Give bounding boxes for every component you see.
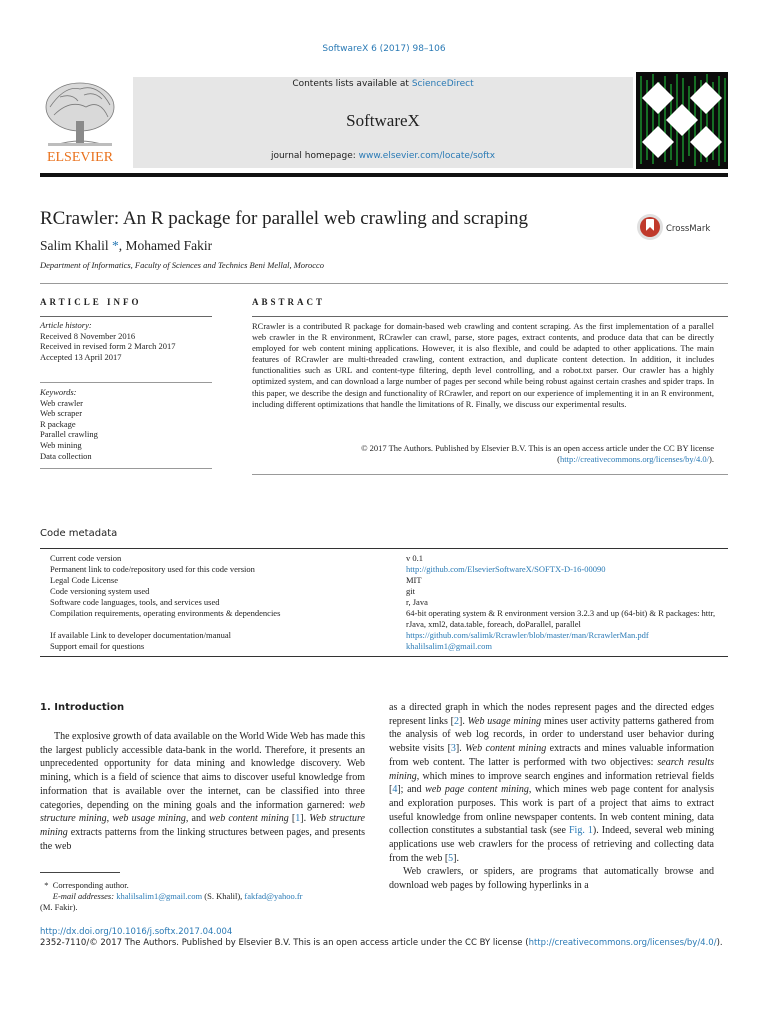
- history-accepted: Accepted 13 April 2017: [40, 351, 122, 362]
- footnote-mark: *: [44, 880, 49, 890]
- table-row: [40, 575, 728, 586]
- paragraph: Web crawlers, or spiders, are programs that automatically browse and download web pages by following hyperlinks in a: [389, 866, 714, 892]
- elsevier-tree-icon: [40, 77, 120, 163]
- keyword: Web mining: [40, 439, 82, 450]
- keyword: Web crawler: [40, 397, 83, 408]
- metadata-label: Code versioning system used: [50, 586, 150, 596]
- abstract-bottom-rule: [252, 474, 728, 475]
- author-separator: ,: [118, 238, 126, 253]
- email-link-fakir[interactable]: fakfad@yahoo.fr: [244, 890, 303, 901]
- header-rule: [40, 173, 728, 177]
- text-run: extracts patterns from the linking structures between pages, and presents the web: [40, 826, 365, 852]
- citation-link[interactable]: 4: [392, 784, 398, 796]
- text-run: ,: [106, 813, 113, 825]
- affiliation: Department of Informatics, Faculty of Sciences and Technics Beni Mellal, Morocco: [40, 260, 325, 270]
- emphasis: web usage mining: [112, 813, 186, 825]
- emphasis: Web structure mining: [40, 813, 365, 838]
- table-row: [40, 597, 728, 608]
- crossmark-label: CrossMark: [666, 224, 711, 234]
- abstract-copyright: [252, 443, 714, 465]
- body-column-right: [389, 701, 714, 893]
- citation-link[interactable]: 5: [448, 852, 454, 864]
- article-history: [40, 320, 220, 362]
- email-owner: (S. Khalil),: [202, 890, 245, 901]
- title-rule: [40, 283, 728, 284]
- metadata-label: Permanent link to code/repository used for this code version: [50, 564, 255, 574]
- journal-name: SoftwareX: [346, 111, 420, 130]
- corresponding-label: Corresponding author.: [52, 880, 129, 890]
- text-run: ). Indeed, several web mining applications use web crawlers for the process of retrieving and collecting data from the web [: [389, 825, 714, 864]
- paragraph: [40, 730, 365, 853]
- documentation-link[interactable]: https://github.com/salimk/Rcrawler/blob/master/man/RcrawlerMan.pdf: [406, 630, 649, 640]
- text-run: , and: [185, 813, 210, 825]
- email-addresses: [40, 891, 370, 902]
- abstract-heading: ABSTRACT: [252, 297, 326, 307]
- table-row: [40, 586, 728, 597]
- keyword: Parallel crawling: [40, 429, 98, 440]
- metadata-value: git: [406, 586, 415, 596]
- text-run: [: [288, 813, 296, 825]
- issn-license-link[interactable]: http://creativecommons.org/licenses/by/4.0/: [528, 938, 717, 948]
- article-info-bottom-rule: [40, 468, 212, 469]
- table-row: [40, 564, 728, 575]
- copyright-text: © 2017 The Authors. Published by Elsevier B.V. This is an open access article under the CC BY license: [361, 443, 714, 453]
- issn-close: ).: [716, 938, 723, 948]
- article-info-rule: [40, 316, 212, 317]
- email-link-khalil[interactable]: khalilsalim1@gmail.com: [116, 890, 203, 901]
- code-metadata-bottom-rule: [40, 656, 728, 657]
- history-received: Received 8 November 2016: [40, 330, 136, 341]
- elsevier-logo: [40, 77, 120, 163]
- body-column-left: [40, 730, 365, 853]
- history-label: Article history:: [40, 320, 92, 330]
- emphasis: Web content mining: [465, 743, 547, 755]
- metadata-label: Support email for questions: [50, 641, 145, 651]
- emphasis: Web usage mining: [467, 715, 542, 727]
- article-info-divider: [40, 382, 212, 383]
- crossmark-badge[interactable]: [636, 212, 728, 242]
- table-row: [40, 641, 728, 652]
- abstract-text: RCrawler is a contributed R package for domain-based web crawling and content scraping. As the first implementation of a parallel web crawler in the R environment, RCrawler can crawl, parse, store pages, extract contents, and produce data that can be directly employed for web content mining applications. However, it is also flexible, and could be adapted to other applications. The main features of RCrawler are multi-threaded crawling, content extraction, and duplicate content detection. In addition, it includes functionalities such as URL and content-type filtering, depth level controlling, and a robot.txt parser. Our crawler has a highly optimized system, and can download a large number of pages per second while being robust against certain crashes and spider traps. In this paper, we describe the design and functionality of RCrawler, and report on our experience of implementing it in an R environment, including different optimizations that handle the limitations of R. Finally, we discuss our experimental results.: [252, 321, 714, 409]
- emphasis: web structure mining: [40, 799, 365, 825]
- metadata-label: Legal Code License: [50, 575, 118, 585]
- author-name: Mohamed Fakir: [125, 238, 213, 253]
- license-open: (: [557, 454, 560, 464]
- journal-citation[interactable]: SoftwareX 6 (2017) 98–106: [322, 44, 446, 54]
- issn-text: 2352-7110/© 2017 The Authors. Published by Elsevier B.V. This is an open access article under the CC BY license (: [40, 938, 529, 948]
- keywords-label: Keywords:: [40, 387, 77, 397]
- section-heading-introduction: 1. Introduction: [40, 702, 125, 713]
- text-run: ]; and: [397, 784, 426, 796]
- footnote-rule: [40, 872, 120, 873]
- code-metadata-heading: Code metadata: [40, 528, 118, 539]
- keywords-block: [40, 387, 220, 461]
- emphasis: web content mining: [209, 813, 289, 825]
- corresponding-author-mark[interactable]: *: [112, 238, 119, 253]
- text-run: ].: [300, 813, 310, 825]
- contents-prefix: Contents lists available at: [292, 79, 412, 89]
- text-run: ].: [453, 852, 459, 864]
- homepage-prefix: journal homepage:: [270, 151, 359, 161]
- citation-link[interactable]: 2: [454, 715, 460, 727]
- citation-link[interactable]: 1: [295, 813, 301, 825]
- table-row: [40, 608, 728, 630]
- emphasis: search results mining: [389, 756, 714, 782]
- metadata-label: Compilation requirements, operating environments & dependencies: [50, 608, 281, 618]
- repository-link[interactable]: http://github.com/ElsevierSoftwareX/SOFTX-D-16-00090: [406, 564, 606, 574]
- metadata-value: MIT: [406, 575, 422, 585]
- metadata-label: Software code languages, tools, and services used: [50, 597, 220, 607]
- text-run: extracts and mines valuable information from web content. The latter is performed with two objectives:: [389, 743, 714, 768]
- history-revised: Received in revised form 2 March 2017: [40, 341, 176, 352]
- author-name: Salim Khalil: [40, 238, 109, 253]
- text-run: ].: [459, 715, 468, 727]
- journal-homepage-link[interactable]: www.elsevier.com/locate/softx: [358, 151, 496, 161]
- crossmark-icon: [636, 212, 728, 242]
- sciencedirect-link[interactable]: ScienceDirect: [411, 79, 474, 89]
- keyword: R package: [40, 418, 76, 429]
- article-title: RCrawler: An R package for parallel web crawling and scraping: [40, 208, 529, 229]
- email-owner-line: (M. Fakir).: [40, 901, 78, 912]
- softwarex-cover-icon: [636, 72, 728, 169]
- metadata-label: If available Link to developer documentation/manual: [50, 630, 232, 640]
- text-run: ].: [455, 743, 466, 755]
- metadata-label: Current code version: [50, 553, 122, 563]
- emphasis: web page content mining: [425, 784, 529, 796]
- corresponding-author-note: [40, 880, 370, 891]
- text-run: mines user activity patterns gathered from the analysis of web log records, in order to understand user behavior during website visits [: [389, 715, 714, 755]
- table-row: [40, 630, 728, 641]
- text-run: as a directed graph in which the nodes represent pages and the directed edges represent links [: [389, 702, 714, 727]
- citation-link[interactable]: 3: [450, 743, 456, 755]
- license-close: ).: [709, 454, 714, 464]
- license-link[interactable]: http://creativecommons.org/licenses/by/4.0/: [559, 454, 710, 464]
- elsevier-wordmark: ELSEVIER: [46, 150, 114, 163]
- abstract-rule: [252, 316, 728, 317]
- author-list: [40, 238, 620, 254]
- code-metadata-table: [40, 553, 728, 652]
- support-email-link[interactable]: khalilsalim1@gmail.com: [406, 641, 492, 651]
- text-run: The explosive growth of data available on the World Wide Web has made this the largest publicly accessible data-bank in the world. Therefore, it presents an unprecedented opportunity for data mining and knowledge discovery. Web mining, which is a field of science that aims to discover useful knowledge from information that is available over the internet, can be classified into three categories, depending on the mining goals and the information garnered:: [40, 731, 365, 811]
- keyword: Web scraper: [40, 408, 83, 419]
- metadata-value: r, Java: [406, 597, 428, 607]
- text-run: , which mines to improve search engines and information retrieval fields [: [389, 770, 714, 796]
- paragraph: [389, 701, 714, 865]
- metadata-value: 64-bit operating system & R environment version 3.2.3 and up (64-bit) & R packages: httr, rJava, xml2, data.table, foreach, doParallel, parallel: [406, 608, 716, 629]
- email-label: E-mail addresses:: [52, 890, 115, 901]
- figure-link[interactable]: Fig. 1: [569, 825, 593, 837]
- table-row: [40, 553, 728, 564]
- issn-license-line: [40, 938, 740, 948]
- article-info-heading: ARTICLE INFO: [40, 297, 142, 307]
- journal-cover-thumbnail[interactable]: [636, 72, 728, 169]
- keyword: Data collection: [40, 450, 92, 461]
- text-run: , which mines web page content for analysis and exploration purposes. This work is part of a project that aims to extract useful knowledge from online newspaper contents. In web content mining, data collection constitutes a substantial task (see: [389, 784, 714, 837]
- footnote: [40, 880, 370, 912]
- metadata-value: v 0.1: [406, 553, 423, 563]
- doi-link[interactable]: http://dx.doi.org/10.1016/j.softx.2017.04.004: [40, 927, 233, 937]
- homepage-line: [133, 151, 633, 161]
- code-metadata-top-rule: [40, 548, 728, 549]
- contents-line: [133, 79, 633, 89]
